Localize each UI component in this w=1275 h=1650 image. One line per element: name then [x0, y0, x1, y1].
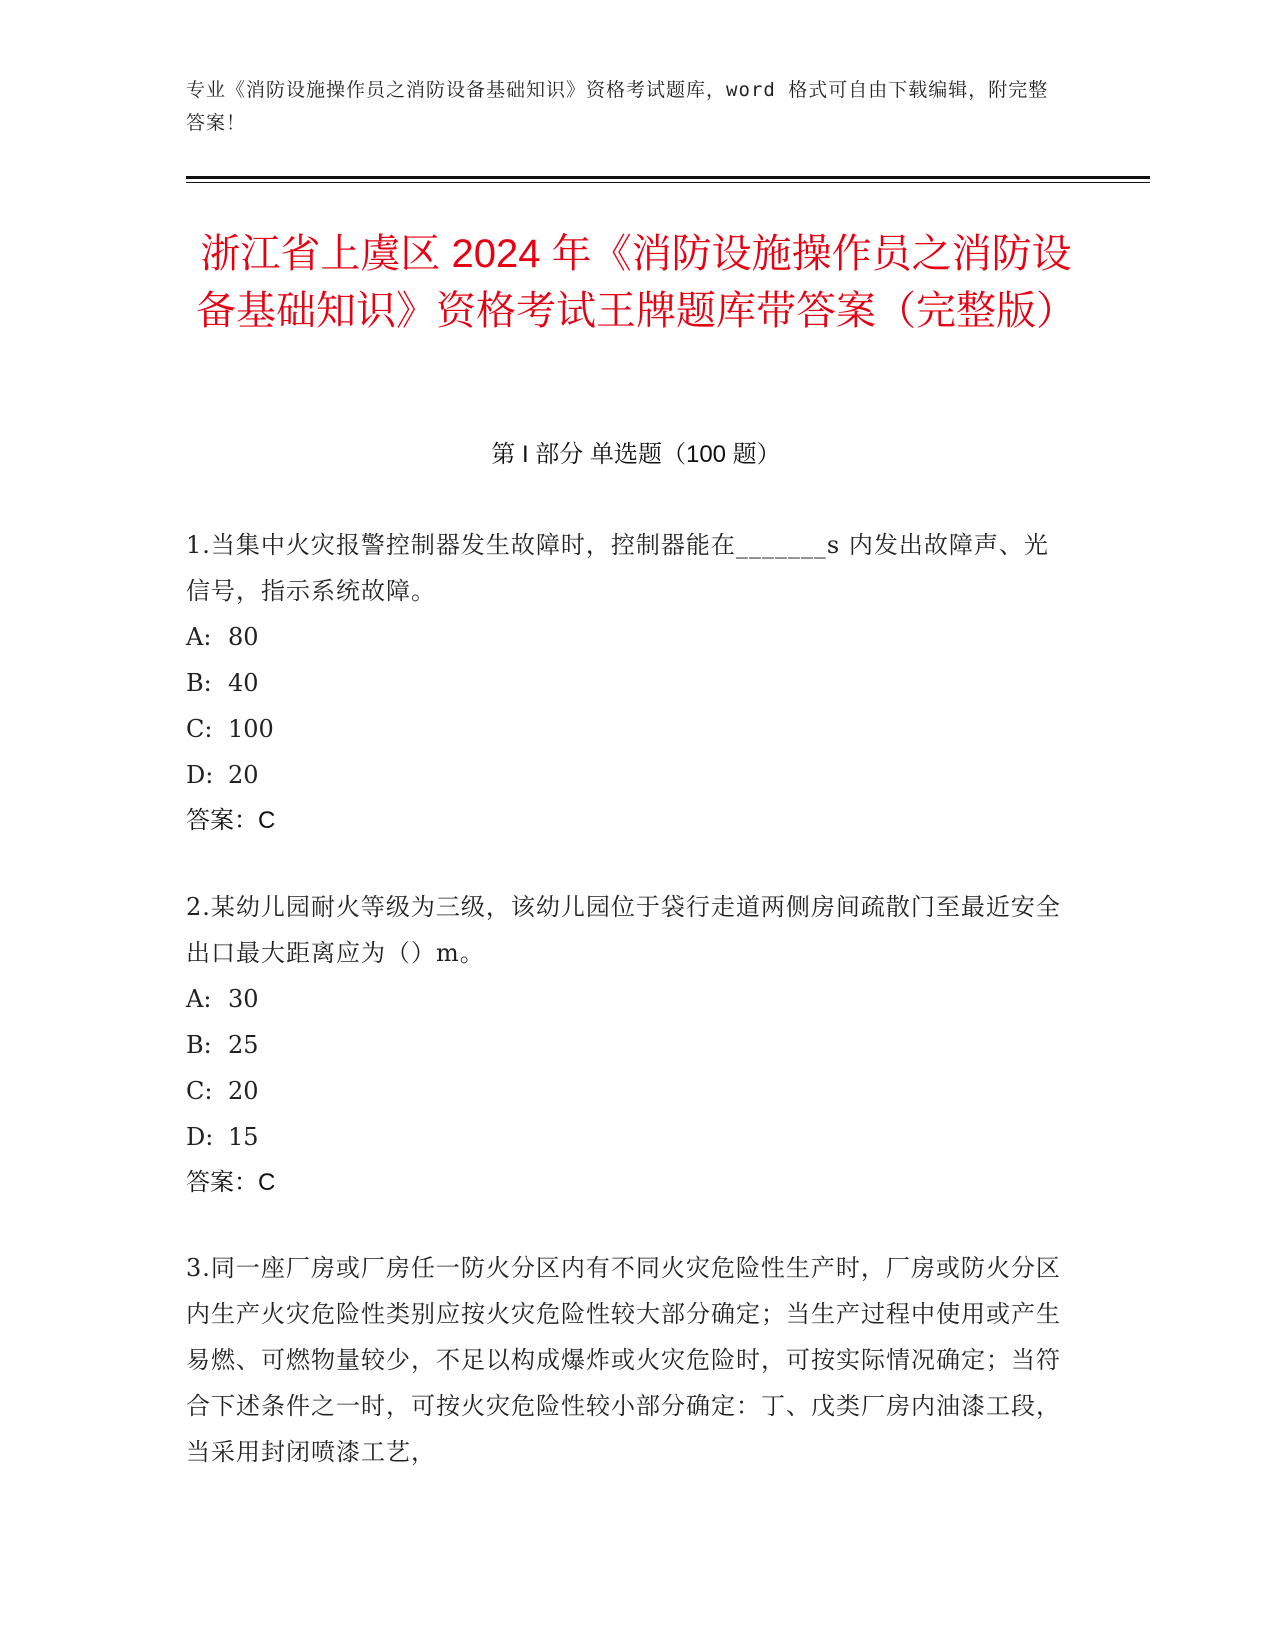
header-divider-thick	[186, 176, 1150, 179]
option-label: C:	[186, 1077, 213, 1105]
option-label: B:	[186, 1031, 212, 1059]
section-heading: 第 I 部分 单选题（100 题）	[491, 441, 781, 468]
option-text: 20	[228, 761, 259, 789]
option-d	[186, 752, 1066, 798]
document-title: 浙江省上虞区 2024 年《消防设施操作员之消防设备基础知识》资格考试王牌题库带答案（完整版）	[196, 232, 1076, 333]
option-d	[186, 1114, 1066, 1160]
question-1	[186, 522, 1066, 844]
option-text: 20	[228, 1077, 259, 1105]
question-2	[186, 884, 1066, 1206]
question-3	[186, 1245, 1066, 1475]
question-stem: 2.某幼儿园耐火等级为三级，该幼儿园位于袋行走道两侧房间疏散门至最近安全出口最大距离应为（）m。	[186, 893, 1061, 967]
option-label: D:	[186, 1123, 214, 1151]
option-text: 100	[228, 715, 274, 743]
option-a	[186, 614, 1066, 660]
option-b	[186, 1022, 1066, 1068]
option-label: A:	[186, 623, 212, 651]
answer: 答案：C	[186, 807, 276, 834]
option-text: 15	[228, 1123, 259, 1151]
option-a	[186, 976, 1066, 1022]
header-divider-thin	[186, 182, 1150, 183]
option-c	[186, 1068, 1066, 1114]
option-label: D:	[186, 761, 214, 789]
option-text: 25	[228, 1031, 259, 1059]
header-note: 专业《消防设施操作员之消防设备基础知识》资格考试题库，word 格式可自由下载编辑，附完整答案！	[186, 79, 1049, 134]
answer: 答案：C	[186, 1169, 276, 1196]
option-text: 30	[228, 985, 259, 1013]
question-stem: 3.同一座厂房或厂房任一防火分区内有不同火灾危险性生产时，厂房或防火分区内生产火灾危险性类别应按火灾危险性较大部分确定；当生产过程中使用或产生易燃、可燃物量较少，不足以构成爆炸或火灾危险时，可按实际情况确定；当符合下述条件之一时，可按火灾危险性较小部分确定：丁、戊类厂房内油漆工段，当采用封闭喷漆工艺，	[186, 1254, 1061, 1466]
option-label: B:	[186, 669, 212, 697]
option-text: 80	[228, 623, 259, 651]
option-text: 40	[228, 669, 259, 697]
question-stem: 1.当集中火灾报警控制器发生故障时，控制器能在_______s 内发出故障声、光信号，指示系统故障。	[186, 531, 1049, 605]
option-label: A:	[186, 985, 212, 1013]
option-label: C:	[186, 715, 213, 743]
option-c	[186, 706, 1066, 752]
option-b	[186, 660, 1066, 706]
